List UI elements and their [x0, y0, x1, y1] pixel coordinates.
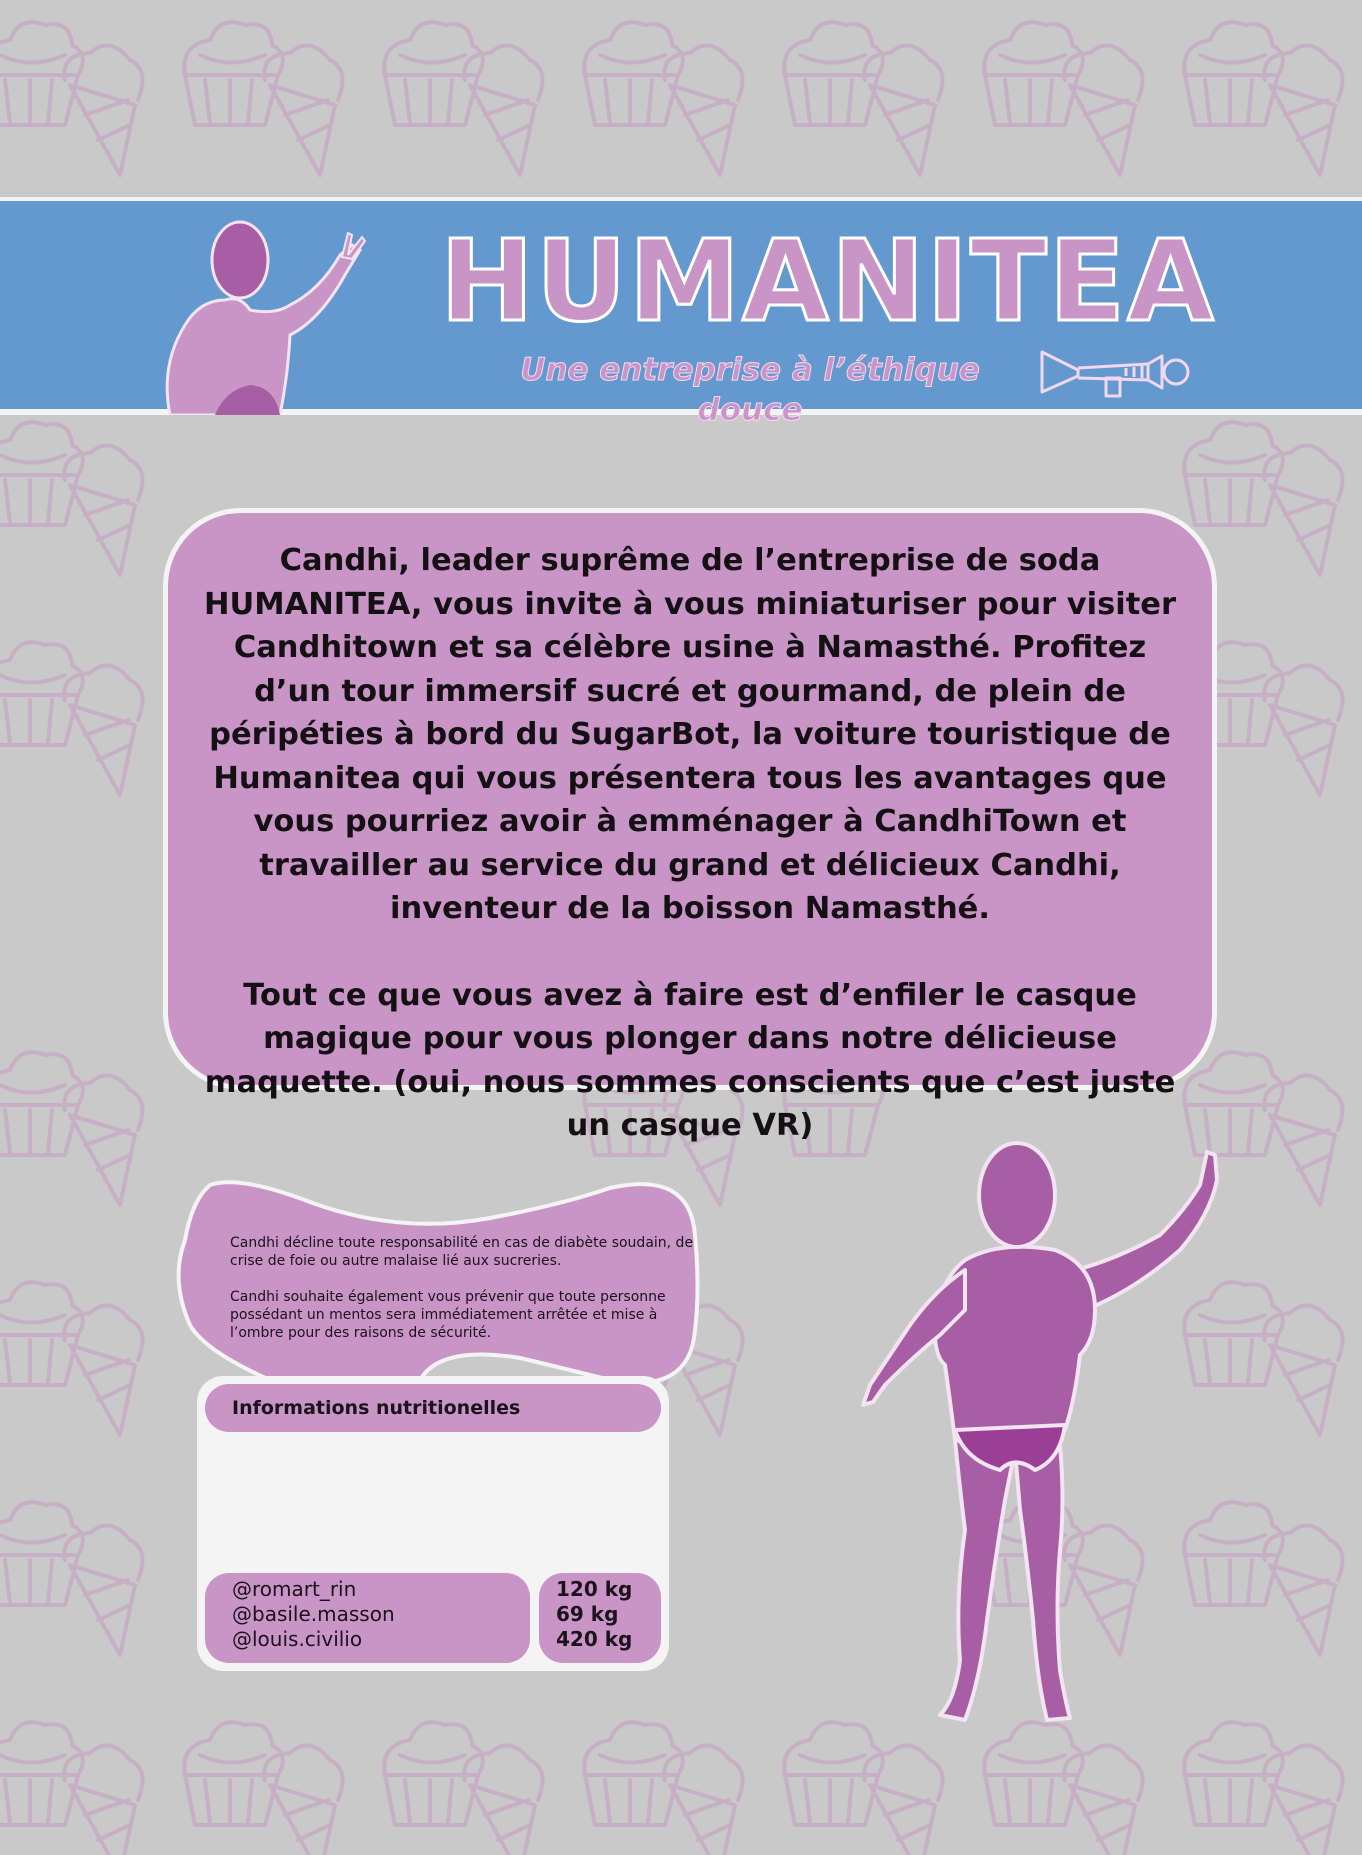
nutrition-weights-box: [539, 1573, 661, 1663]
credit-item: @romart_rin: [232, 1577, 357, 1601]
page-subtitle: Une entreprise à l’éthique douce: [520, 352, 980, 428]
nutrition-credits-box: [205, 1573, 530, 1663]
nutrition-heading: Informations nutritionelles: [205, 1384, 661, 1432]
description-paragraph-2: Tout ce que vous avez à faire est d’enfiler le casque magique pour vous plonger dans notre délicieuse maquette. (oui, nous sommes conscients que c’est juste un casque VR): [204, 977, 1176, 1143]
description-paragraph-1: Candhi, leader suprême de l’entreprise de soda HUMANITEA, vous invite à vous miniaturiser pour visiter Candhitown et sa célèbre usine à Namasthé. Profitez d’un tour immersif sucré et gourmand, de plein de péripéties à bord du SugarBot, la voiture touristique de Humanitea qui vous présentera tous les avantages que vous pourriez avoir à emménager à CandhiTown et travailler au service du grand et délicieux Candhi, inventeur de la boisson Namasthé.: [203, 543, 1177, 926]
weight-item: 420 kg: [556, 1627, 633, 1651]
credit-item: @basile.masson: [232, 1602, 395, 1626]
credit-item: @louis.civilio: [232, 1627, 363, 1651]
weight-item: 69 kg: [556, 1602, 619, 1626]
weight-item: 120 kg: [556, 1577, 633, 1601]
megaphone-icon: [1038, 342, 1194, 400]
page-title: HUMANITEA: [440, 217, 1216, 347]
banner-figure-illustration: [130, 215, 370, 415]
standing-figure-illustration: [815, 1140, 1235, 1740]
disclaimer-line-1: Candhi décline toute responsabilité en cas de diabète soudain, de crise de foie ou autre malaise lié aux sucreries.: [230, 1235, 694, 1269]
description-card: [163, 508, 1217, 1143]
disclaimer-text: [230, 1234, 700, 1342]
disclaimer-line-2: Candhi souhaite également vous prévenir que toute personne possédant un mentos sera immédiatement arrêtée et mise à l’ombre pour des raisons de sécurité.: [230, 1289, 666, 1341]
